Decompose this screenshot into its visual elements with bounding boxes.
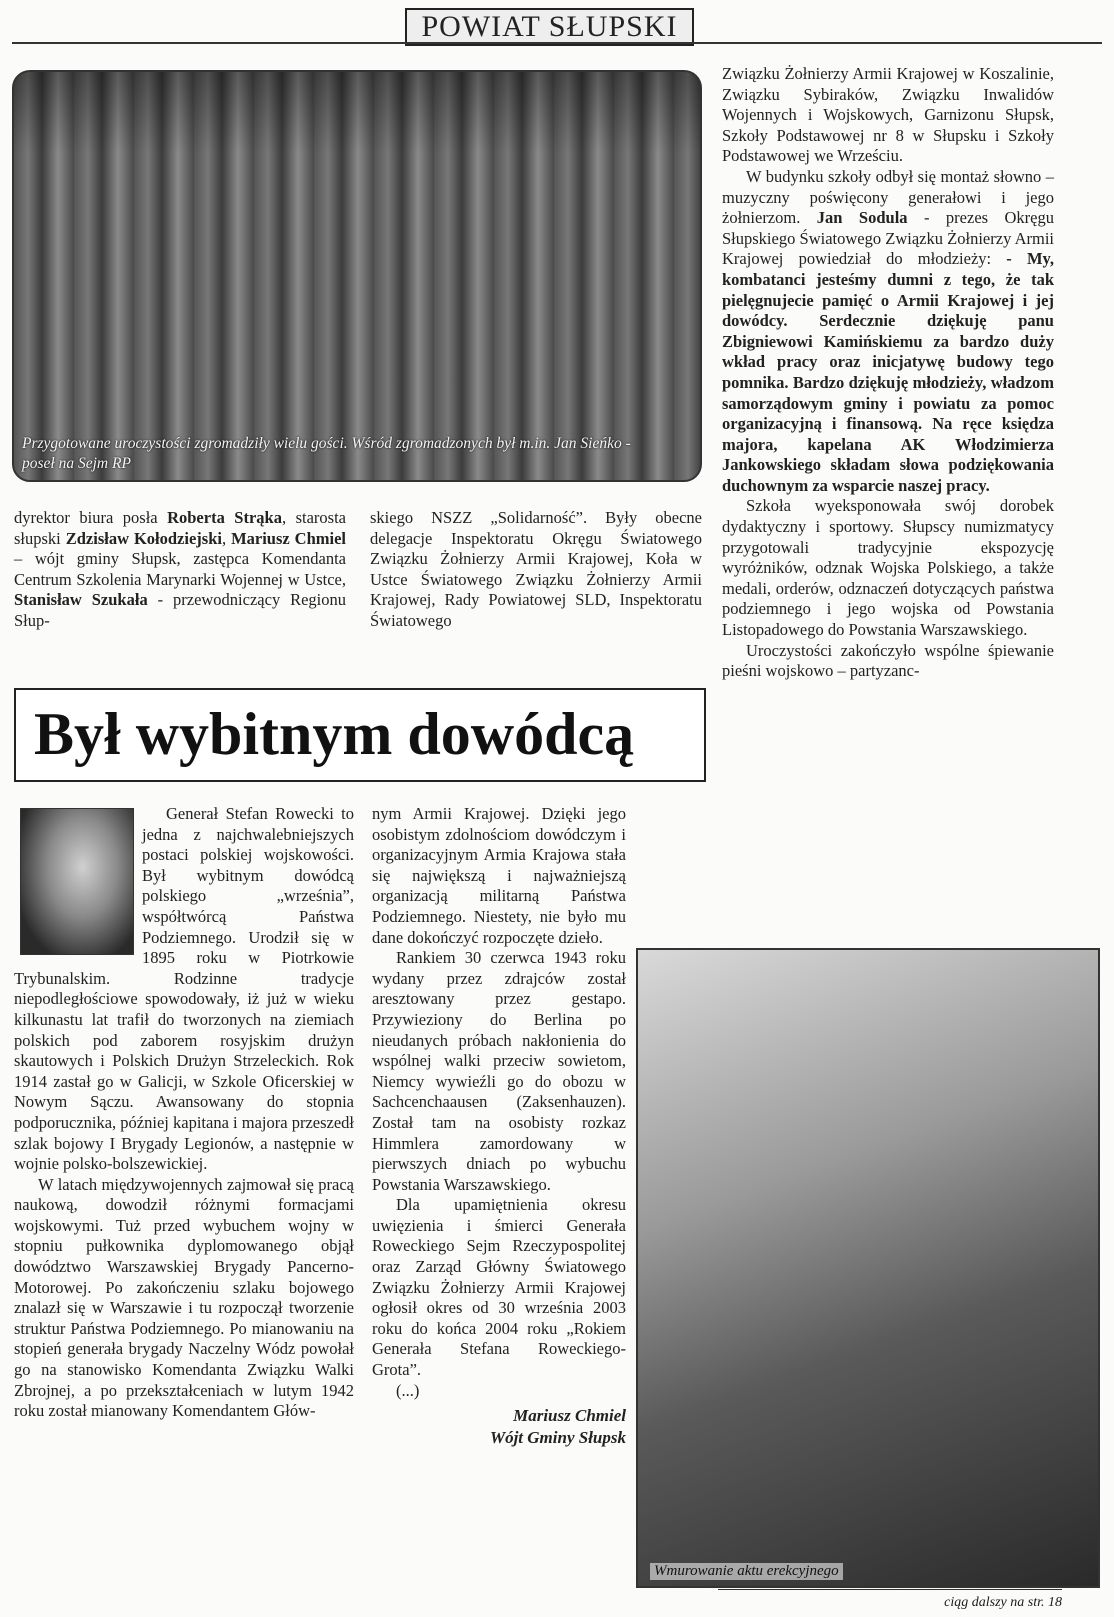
- article-left-column: [14, 804, 354, 1422]
- article-middle-column: [372, 804, 626, 1449]
- paragraph: (...): [396, 1380, 420, 1400]
- paragraph: Dla upamiętnienia okresu uwięzienia i śmierci Generała Roweckiego Sejm Rzeczypospolitej oraz Zarząd Główny Światowego Związku Żołnierzy Armii Krajowej ogłosił okres od 30 września 2003 roku do końca 2004 roku „Rokiem Generała Stefana Roweckiego-Grota”.: [372, 1195, 626, 1380]
- signature-name: Mariusz Chmiel: [513, 1406, 626, 1426]
- portrait-wrap-space: [14, 804, 142, 952]
- paragraph: Związku Żołnierzy Armii Krajowej w Koszalinie, Związku Sybiraków, Związku Inwalidów Wojennych i Wojskowych, Garnizonu Słupsk, Szkoły Podstawowej nr 8 w Słupsku i Szkoły Podstawowej we Wrześciu.: [722, 64, 1054, 166]
- signature-title: Wójt Gminy Słupsk: [489, 1428, 626, 1448]
- paragraph: Uroczystości zakończyło wspólne śpiewanie pieśni wojskowo – partyzanc-: [722, 640, 1054, 681]
- paragraph: dyrektor biura posła Roberta Strąka, starosta słupski Zdzisław Kołodziejski, Mariusz Chmiel – wójt gminy Słupsk, zastępca Komendanta Centrum Szkolenia Marynarki Wojennej w Ustce, Stanisław Szukała - przewodniczący Regionu Słup-: [14, 508, 347, 630]
- paragraph: Generał Stefan Rowecki to jedna z najchwalebniejszych postaci polskiej wojskowości. Był wybitnym dowódcą polskiego „września”, współtwórcą Państwa Podziemnego. Urodził się w 1895 roku w Piotrkowie Trybunalskim. Rodzinne tradycje niepodległościowe spowodowały, iż już w wieku kilkunastu lat trafił do tworzonych na ziemiach polskich pod zaborem rosyjskim drużyn skautowych i Polskich Drużyn Strzeleckich. Rok 1914 zastał go w Galicji, w Szkole Oficerskiej w Nowym Sączu. Awansowany do stopnia podporucznika, później kapitana i majora przeszedł szlak bojowy I Brygady Legionów, a następnie w wojnie polsko-bolszewickiej.: [14, 804, 354, 1174]
- headline-box: [14, 688, 706, 782]
- ceremony-photo: [12, 70, 702, 482]
- paragraph: Rankiem 30 czerwca 1943 roku wydany przez zdrajców został aresztowany przez gestapo. Przywieziony do Berlina po nieudanych próbach nakłonienia do wspólnej walki przeciw sowietom, Niemcy wywieźli go do obozu w Sachcenchaausen (Zaksenhauzen). Został tam na osobisty rozkaz Himmlera zamordowany w pierwszych dniach po wybuchu Powstania Warszawskiego.: [372, 948, 626, 1194]
- photo-caption: Przygotowane uroczystości zgromadziły wielu gości. Wśród zgromadzonych był m.in. Jan Sieńko - poseł na Sejm RP: [22, 435, 631, 472]
- paragraph: skiego NSZZ „Solidarność”. Były obecne delegacje Inspektoratu Okręgu Światowego Związku Żołnierzy Armii Krajowej, Koła w Ustce Światowego Związku Żołnierzy Armii Krajowej, Rady Powiatowej SLD, Inspektoratu Światowego: [370, 508, 702, 630]
- paragraph: W latach międzywojennych zajmował się pracą naukową, dowodził różnymi formacjami wojskowymi. Tuż przed wybuchem wojny w stopniu pułkownika dyplomowanego objął dowództwo Warszawskiej Brygady Pancerno-Motorowej. Po zakończeniu szlaku bojowego znalazł się w Warszawie i tu rozpoczął tworzenie struktur Państwa Podziemnego. Po mianowaniu na stopień generała brygady Naczelny Wódz powołał go na stanowisko Komendanta Związku Walki Zbrojnej, a po przekształceniach w lutym 1942 roku został mianowany Komendantem Głów-: [14, 1174, 354, 1421]
- headline: Był wybitnym dowódcą: [34, 701, 635, 767]
- paragraph: W budynku szkoły odbył się montaż słowno – muzyczny poświęcony generałowi i jego żołnierzom. Jan Sodula - prezes Okręgu Słupskiego Światowego Związku Żołnierzy Armii Krajowej powiedział do młodzieży: - My, kombatanci jesteśmy dumni z tego, że tak pielęgnujecie pamięć o Armii Krajowej i jej dowódcy. Serdecznie dziękuję panu Zbigniewowi Kamińskiemu za bardzo duży wkład pracy oraz inicjatywę budowy tego pomnika. Bardzo dziękuję młodzieży, władzom samorządowym gminy i powiatu za pomoc organizacyjną i finansową. Na ręce księdza majora, kapelana AK Włodzimierza Jankowskiego składam słowa podziękowania duchownym za wsparcie naszej pracy.: [722, 166, 1055, 495]
- upper-left-column: [14, 508, 346, 632]
- photo-caption: Wmurowanie aktu erekcyjnego: [650, 1563, 843, 1580]
- right-column: [722, 64, 1054, 682]
- continued-note: ciąg dalszy na str. 18: [944, 1595, 1062, 1610]
- paragraph: nym Armii Krajowej. Dzięki jego osobistym zdolnościom dowódczym i organizacyjnym Armia Krajowa stała się największą i najważniejszą organizacją militarną Państwa Podziemnego. Niestety, nie było mu dane dokończyć rozpoczęte dzieło.: [372, 804, 626, 947]
- masthead: POWIAT SŁUPSKI: [405, 8, 694, 46]
- top-rule: [12, 42, 1102, 44]
- upper-middle-column: [370, 508, 702, 632]
- bottom-rule: [718, 1589, 1062, 1590]
- paragraph: Szkoła wyeksponowała swój dorobek dydaktyczny i sportowy. Słupscy numizmatycy przygotowali tradycyjnie ekspozycję wyróżników, odznak Wojska Polskiego, a także medali, orderów, odznaczeń dotyczących państwa podziemnego i jego wojska od Powstania Listopadowego do Powstania Warszawskiego.: [722, 496, 1054, 640]
- cornerstone-photo: [636, 948, 1100, 1588]
